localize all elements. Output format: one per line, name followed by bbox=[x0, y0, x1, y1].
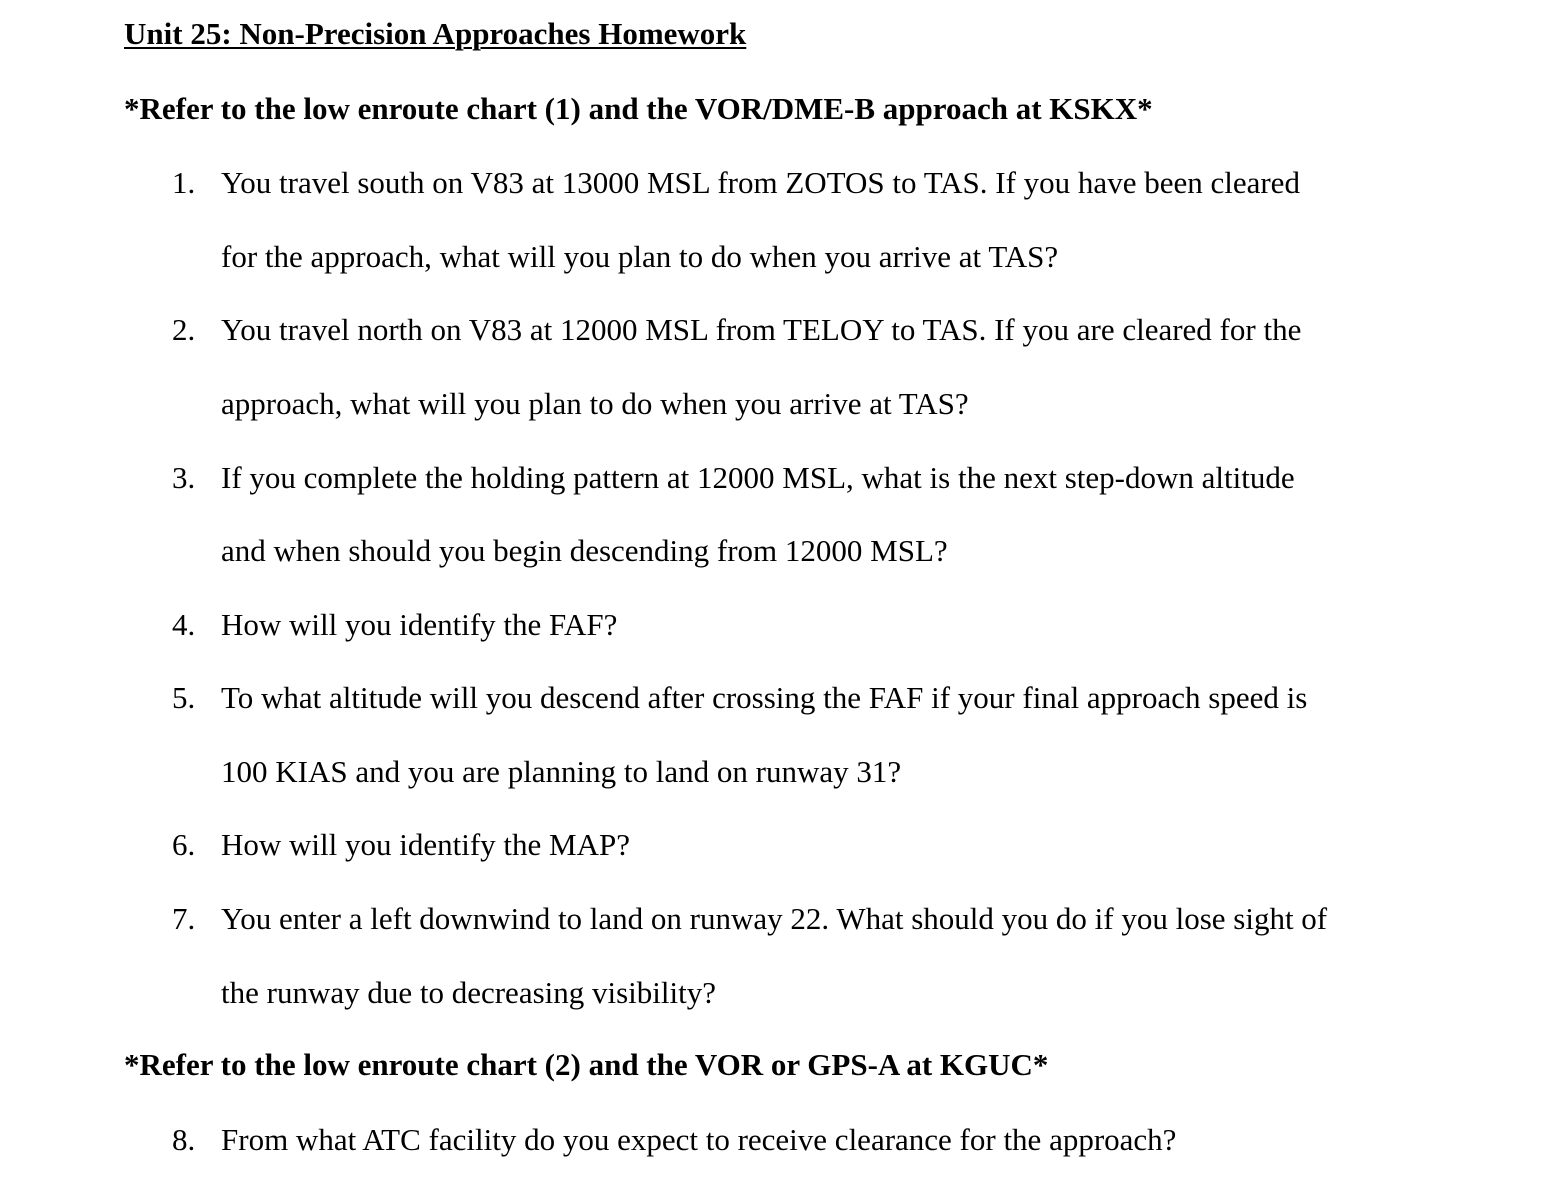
question-number: 5. bbox=[172, 680, 196, 715]
question-text-line: You travel north on V83 at 12000 MSL from TELOY to TAS. If you are cleared for the bbox=[221, 312, 1302, 347]
question-text-line: How will you identify the FAF? bbox=[221, 607, 618, 642]
question-number: 2. bbox=[172, 312, 196, 347]
question-number: 3. bbox=[172, 460, 196, 495]
question-number: 1. bbox=[172, 165, 196, 200]
question-number: 7. bbox=[172, 901, 196, 936]
section-heading-2: *Refer to the low enroute chart (2) and the VOR or GPS-A at KGUC* bbox=[124, 1047, 1049, 1082]
question-text-line: 100 KIAS and you are planning to land on runway 31? bbox=[221, 754, 902, 789]
question-number: 6. bbox=[172, 827, 196, 862]
question-text-line: If you complete the holding pattern at 12000 MSL, what is the next step-down altitude bbox=[221, 460, 1295, 495]
question-text-line: How will you identify the MAP? bbox=[221, 827, 630, 862]
question-text-line: To what altitude will you descend after crossing the FAF if your final approach speed is bbox=[221, 680, 1308, 715]
question-text-line: You travel south on V83 at 13000 MSL from ZOTOS to TAS. If you have been cleared bbox=[221, 165, 1300, 200]
question-number: 8. bbox=[172, 1122, 196, 1157]
question-text-line: From what ATC facility do you expect to receive clearance for the approach? bbox=[221, 1122, 1177, 1157]
question-text-line: and when should you begin descending from 12000 MSL? bbox=[221, 533, 948, 568]
section-heading-1: *Refer to the low enroute chart (1) and the VOR/DME-B approach at KSKX* bbox=[124, 91, 1153, 126]
question-text-line: You enter a left downwind to land on runway 22. What should you do if you lose sight of bbox=[221, 901, 1328, 936]
question-number: 4. bbox=[172, 607, 196, 642]
question-text-line: approach, what will you plan to do when you arrive at TAS? bbox=[221, 386, 969, 421]
question-text-line: the runway due to decreasing visibility? bbox=[221, 975, 717, 1010]
question-text-line: for the approach, what will you plan to do when you arrive at TAS? bbox=[221, 239, 1059, 274]
document-title: Unit 25: Non-Precision Approaches Homework bbox=[124, 16, 747, 51]
